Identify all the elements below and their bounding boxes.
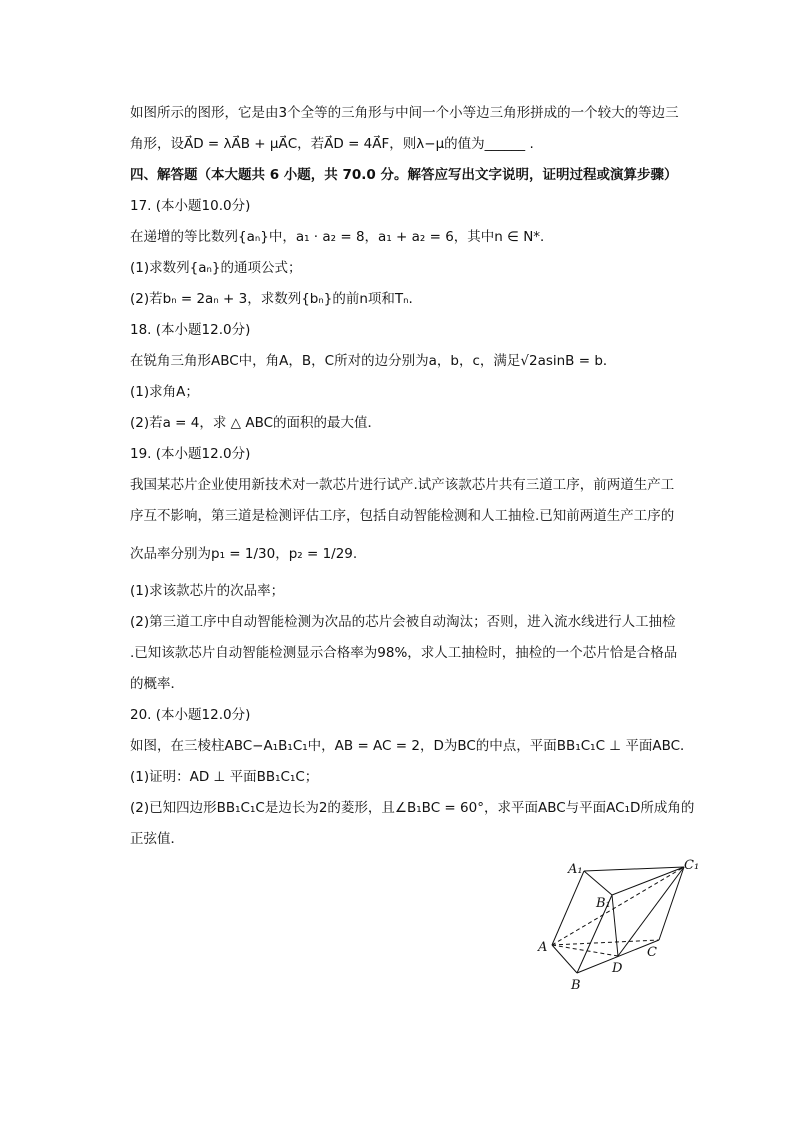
q19-part2-2: .已知该款芯片自动智能检测显示合格率为98%，求人工抽检时，抽检的一个芯片恰是合格品 xyxy=(130,645,678,661)
label-a1: A₁ xyxy=(568,862,583,877)
q20-part2-2: 正弦值． xyxy=(130,831,184,847)
q18-part2: (2)若a = 4，求 △ ABC的面积的最大值． xyxy=(130,415,382,431)
q20-stem: 如图，在三棱柱ABC−A₁B₁C₁中，AB = AC = 2，D为BC的中点，平面BB₁C₁C ⊥ 平面ABC． xyxy=(130,738,694,754)
edge-a1-c1 xyxy=(584,867,684,871)
q19-stem-1: 我国某芯片企业使用新技术对一款芯片进行试产.试产该款芯片共有三道工序，前两道生产工 xyxy=(130,477,675,493)
q19-part1: (1)求该款芯片的次品率； xyxy=(130,583,285,599)
label-d: D xyxy=(612,961,623,976)
label-b1: B₁ xyxy=(596,896,611,911)
edge-b1-d xyxy=(612,895,618,956)
q19-stem-3: 次品率分别为p₁ = 1/30，p₂ = 1/29. xyxy=(130,546,358,562)
line-q16-1: 如图所示的图形，它是由3个全等的三角形与中间一个小等边三角形拼成的一个较大的等边三 xyxy=(130,105,679,121)
q17-part1: (1)求数列{aₙ}的通项公式； xyxy=(130,260,302,276)
edge-a-b xyxy=(552,945,577,973)
q17-stem: 在递增的等比数列{aₙ}中，a₁ · a₂ = 8，a₁ + a₂ = 6，其中n ∈ N*． xyxy=(130,229,554,245)
q18-part1: (1)求角A； xyxy=(130,384,199,400)
q20-part1: (1)证明：AD ⊥ 平面BB₁C₁C； xyxy=(130,769,319,785)
label-b: B xyxy=(571,978,581,993)
q17-part2: (2)若bₙ = 2aₙ + 3，求数列{bₙ}的前n项和Tₙ. xyxy=(130,291,413,307)
q18-stem: 在锐角三角形ABC中，角A，B，C所对的边分别为a，b，c，满足√2asinB = b． xyxy=(130,353,617,369)
q18-header: 18. (本小题12.0分) xyxy=(130,322,251,338)
prism-figure xyxy=(534,855,710,995)
q19-header: 19. (本小题12.0分) xyxy=(130,446,251,462)
q19-part2-3: 的概率． xyxy=(130,676,184,692)
section-heading: 四、解答题（本大题共 6 小题，共 70.0 分。解答应写出文字说明，证明过程或演算步骤） xyxy=(130,167,678,183)
q20-part2-1: (2)已知四边形BB₁C₁C是边长为2的菱形，且∠B₁BC = 60°，求平面ABC与平面AC₁D所成角的 xyxy=(130,800,695,816)
label-c1: C₁ xyxy=(684,858,700,873)
edge-c-c1 xyxy=(659,867,684,940)
q20-header: 20. (本小题12.0分) xyxy=(130,707,251,723)
label-a: A xyxy=(538,940,548,955)
edge-a1-b1 xyxy=(584,871,612,895)
q19-stem-2: 序互不影响，第三道是检测评估工序，包括自动智能检测和人工抽检.已知前两道生产工序的 xyxy=(130,508,675,524)
line-q16-2: 角形，设A⃗D = λA⃗B + μA⃗C，若A⃗D = 4A⃗F，则λ−μ的值为______ . xyxy=(130,136,534,152)
edge-a-a1 xyxy=(552,871,584,945)
q19-part2-1: (2)第三道工序中自动智能检测为次品的芯片会被自动淘汰；否则，进入流水线进行人工抽检 xyxy=(130,614,676,630)
q17-header: 17. (本小题10.0分) xyxy=(130,198,251,214)
edge-a-c1 xyxy=(552,867,684,945)
edge-a-c xyxy=(552,940,659,945)
label-c: C xyxy=(647,945,657,960)
